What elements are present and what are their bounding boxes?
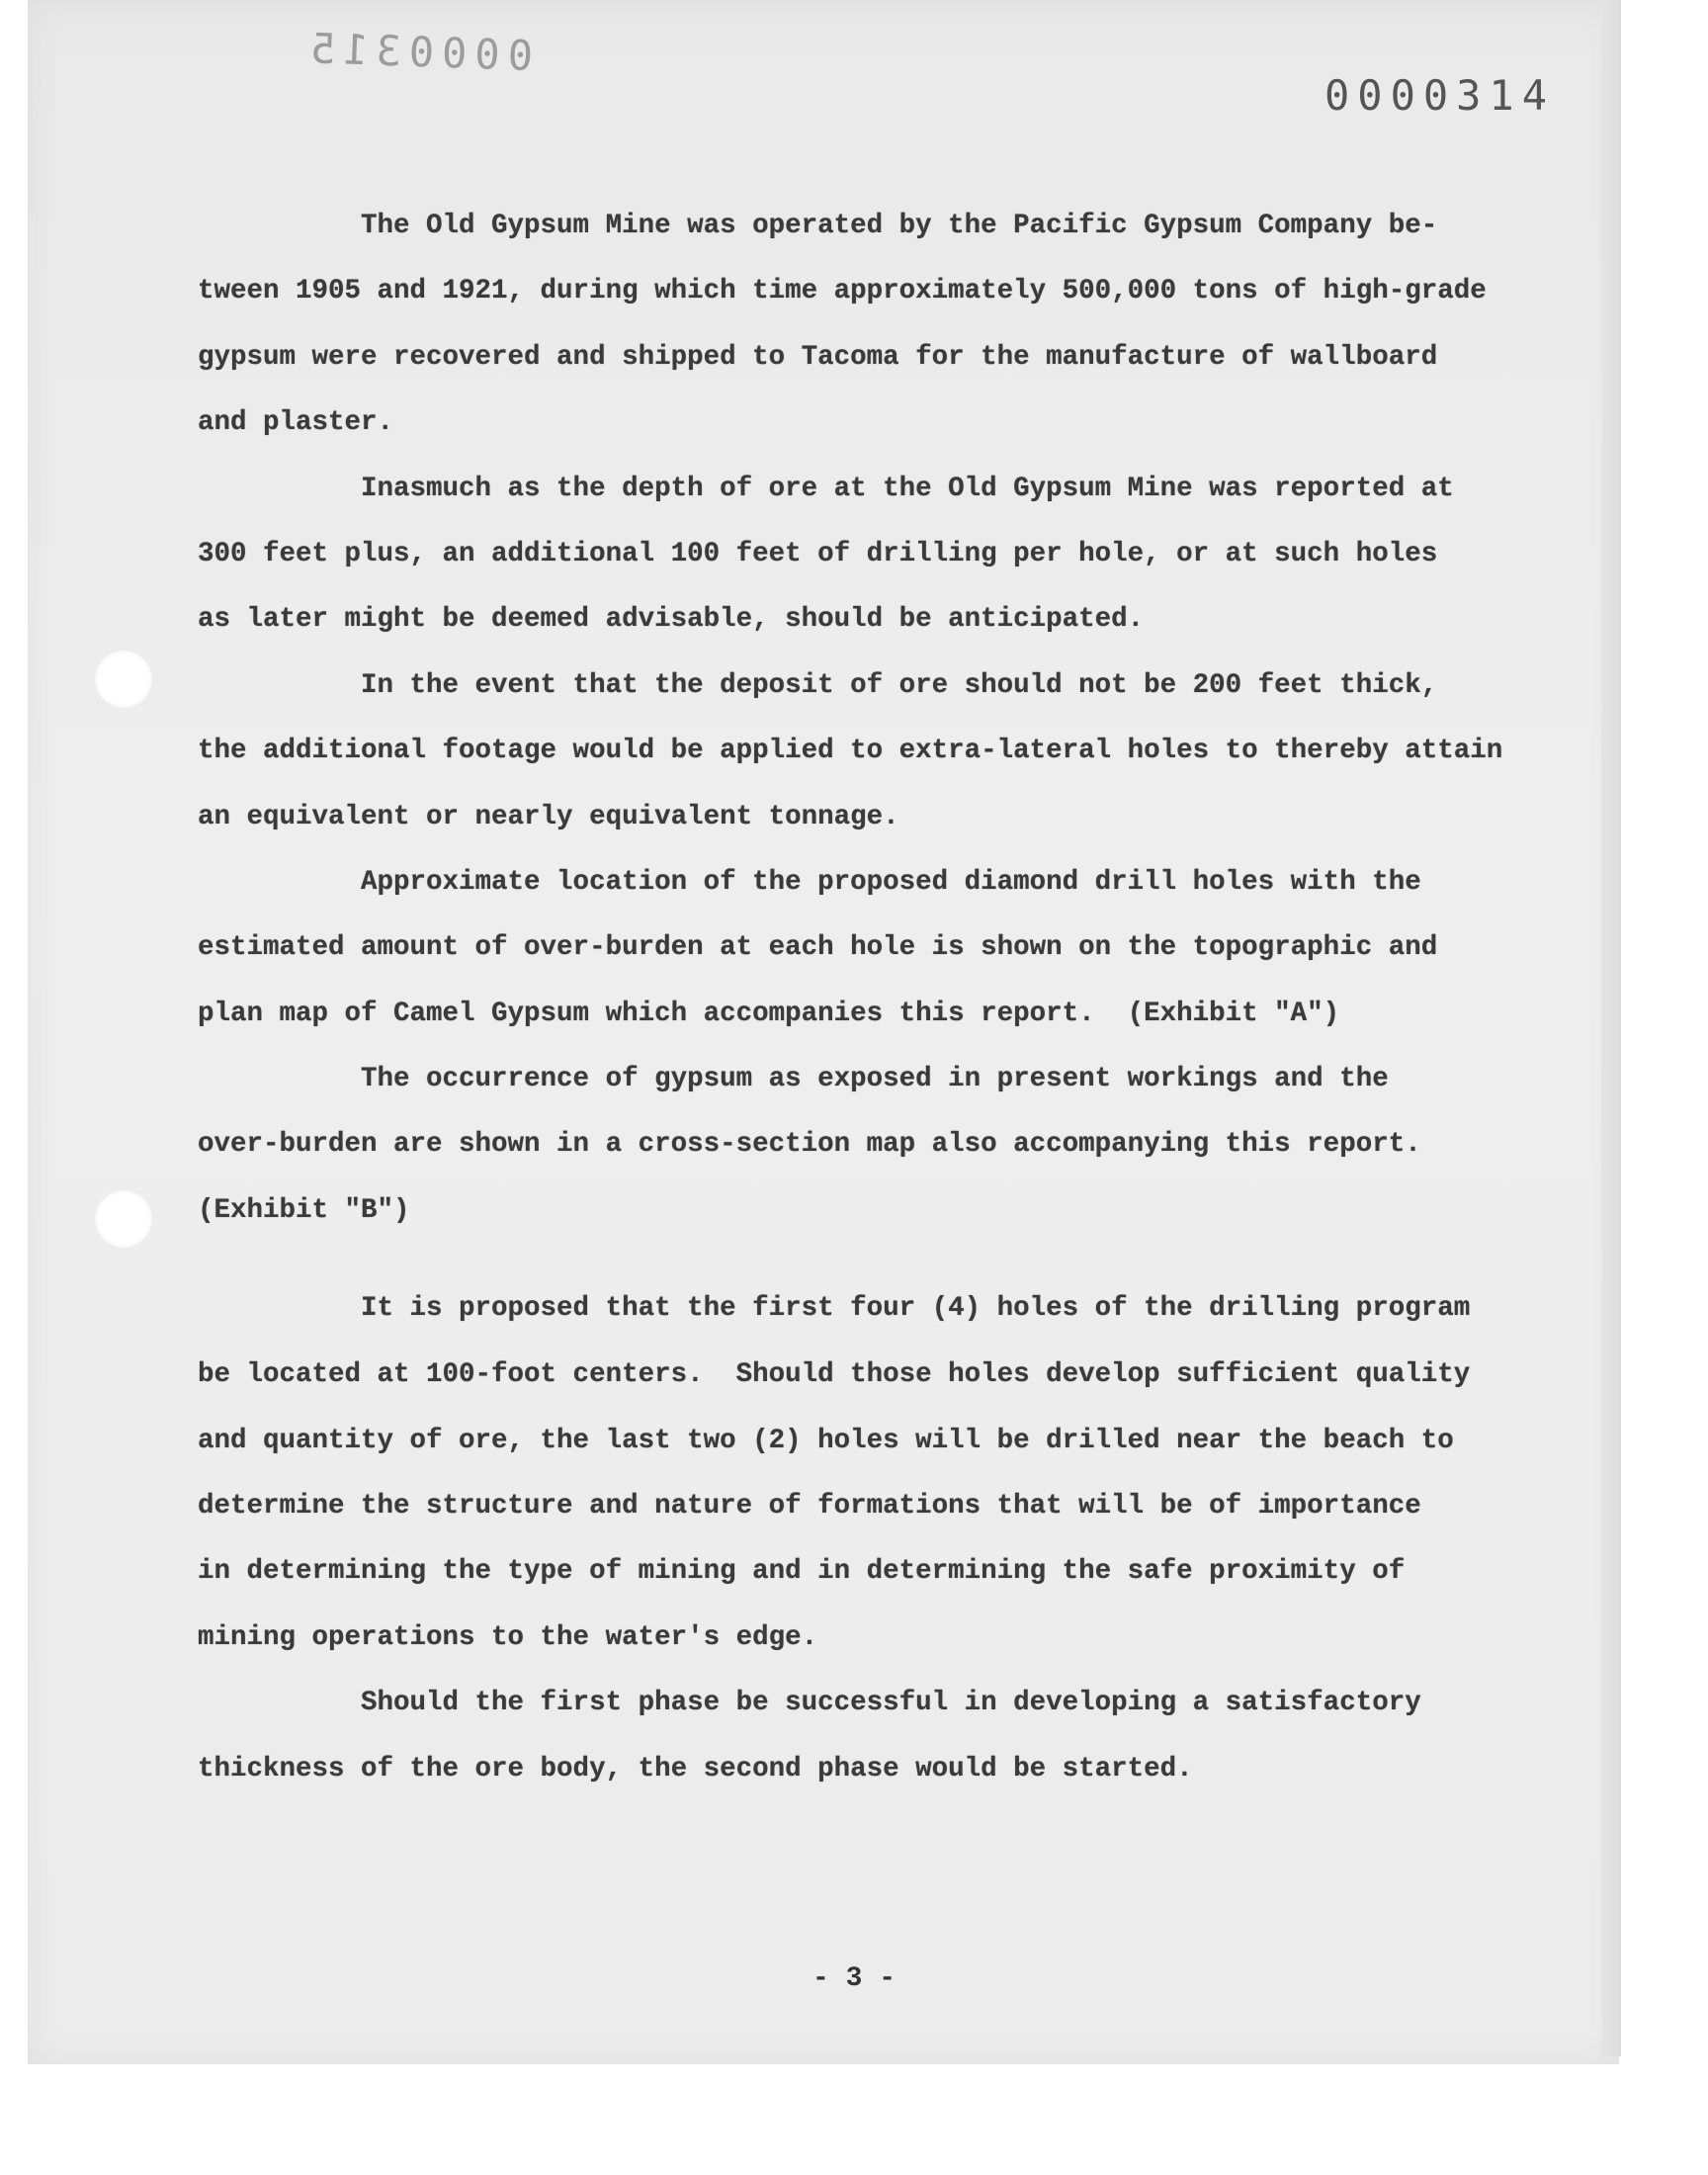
text-line: plan map of Camel Gypsum which accompanies this report. (Exhibit "A"): [198, 998, 1340, 1029]
text-line: in determining the type of mining and in determining the safe proximity of: [198, 1556, 1406, 1588]
text-line: 300 feet plus, an additional 100 feet of drilling per hole, or at such holes: [198, 538, 1438, 569]
text-line: as later might be deemed advisable, should be anticipated.: [198, 604, 1145, 636]
text-line: In the event that the deposit of ore should not be 200 feet thick,: [198, 669, 1438, 701]
text-line: over-burden are shown in a cross-section map also accompanying this report.: [198, 1129, 1421, 1161]
text-line: gypsum were recovered and shipped to Tacoma for the manufacture of wallboard: [198, 341, 1438, 373]
text-line: an equivalent or nearly equivalent tonnage.: [198, 801, 899, 832]
punch-hole-lower: [95, 1190, 152, 1248]
text-line: estimated amount of over-burden at each hole is shown on the topographic and: [198, 932, 1438, 964]
text-line: Approximate location of the proposed diamond drill holes with the: [198, 866, 1421, 898]
text-line: determine the structure and nature of formations that will be of importance: [198, 1491, 1421, 1522]
page-edge-shadow: [1601, 0, 1621, 2056]
text-line: the additional footage would be applied to extra-lateral holes to thereby attain: [198, 736, 1503, 767]
text-line: Inasmuch as the depth of ore at the Old Gypsum Mine was reported at: [198, 473, 1454, 504]
text-line: thickness of the ore body, the second phase would be started.: [198, 1753, 1193, 1784]
document-stamp-number: 0000314: [1324, 71, 1556, 120]
text-line: be located at 100-foot centers. Should those holes develop sufficient quality: [198, 1359, 1471, 1391]
text-line: The Old Gypsum Mine was operated by the Pacific Gypsum Company be-: [198, 211, 1438, 241]
text-line: Should the first phase be successful in developing a satisfactory: [198, 1688, 1421, 1719]
text-line: tween 1905 and 1921, during which time approximately 500,000 tons of high-grade: [198, 276, 1487, 307]
document-body: [198, 194, 1562, 1802]
bleed-through-stamp-number: 0000315: [301, 23, 534, 81]
text-line: The occurrence of gypsum as exposed in present workings and the: [198, 1064, 1389, 1095]
text-line: and quantity of ore, the last two (2) holes will be drilled near the beach to: [198, 1425, 1454, 1456]
page-number: - 3 -: [811, 1963, 896, 1994]
text-line: mining operations to the water's edge.: [198, 1621, 818, 1653]
text-line: It is proposed that the first four (4) holes of the drilling program: [198, 1293, 1471, 1325]
punch-hole-upper: [95, 651, 152, 708]
text-line: and plaster.: [198, 407, 394, 439]
text-line: (Exhibit "B"): [198, 1194, 410, 1226]
